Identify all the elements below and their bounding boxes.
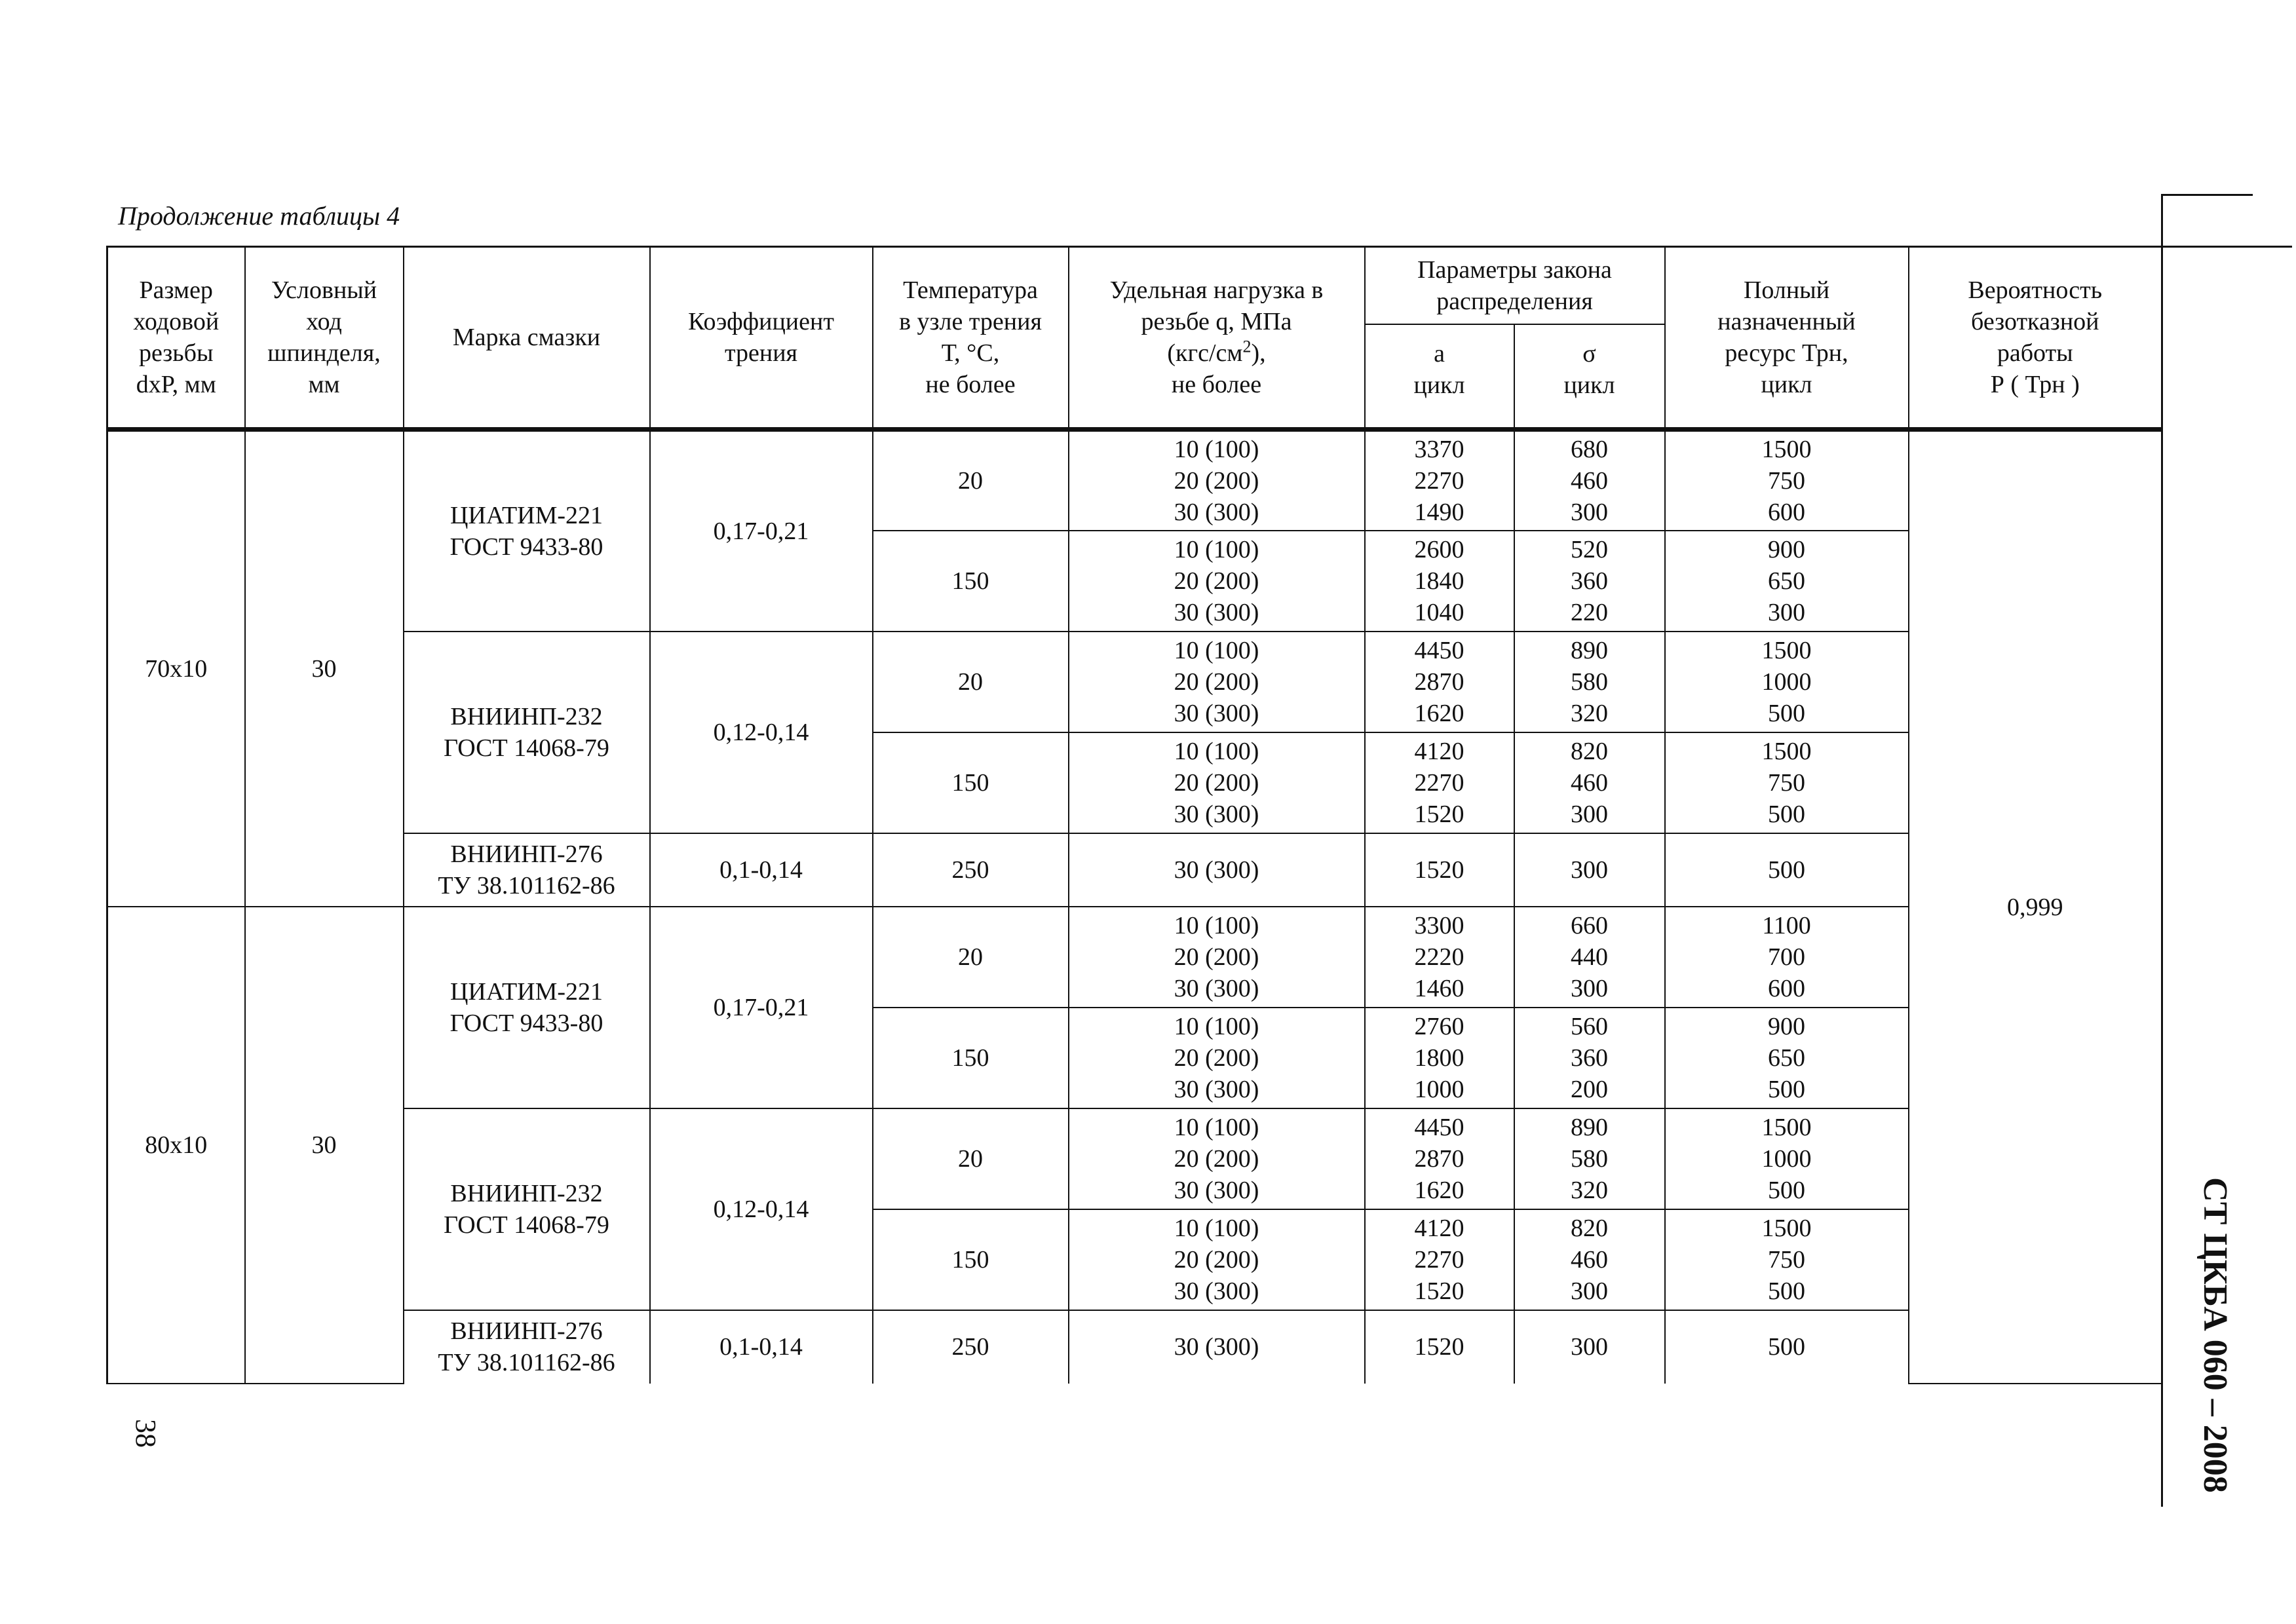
cell-param-sigma: 300 xyxy=(1514,1310,1665,1384)
document-code: СТ ЦКБА 060 – 2008 xyxy=(2196,1177,2234,1493)
cell-param-sigma: 820 460 300 xyxy=(1514,1209,1665,1310)
cell-param-sigma: 680 460 300 xyxy=(1514,430,1665,531)
cell-friction-coef: 0,1-0,14 xyxy=(650,833,873,907)
cell-param-a: 3370 2270 1490 xyxy=(1365,430,1514,531)
cell-specific-load: 30 (300) xyxy=(1069,833,1365,907)
cell-temperature: 150 xyxy=(873,1209,1069,1310)
cell-grease-brand: ВНИИНП-276 ТУ 38.101162-86 xyxy=(404,1310,650,1384)
cell-param-a: 2600 1840 1040 xyxy=(1365,531,1514,632)
cell-full-resource: 1500 750 500 xyxy=(1665,732,1909,833)
cell-param-a: 4450 2870 1620 xyxy=(1365,632,1514,732)
header-temperature: Температура в узле трения Т, °С, не более xyxy=(873,247,1069,430)
cell-probability: 0,999 xyxy=(1909,430,2162,1384)
cell-spindle-stroke: 30 xyxy=(245,907,404,1384)
cell-specific-load: 10 (100) 20 (200) 30 (300) xyxy=(1069,430,1365,531)
cell-specific-load: 10 (100) 20 (200) 30 (300) xyxy=(1069,907,1365,1008)
cell-param-sigma: 660 440 300 xyxy=(1514,907,1665,1008)
cell-full-resource: 1100 700 600 xyxy=(1665,907,1909,1008)
cell-param-a: 1520 xyxy=(1365,833,1514,907)
header-friction-coef: Коэффициент трения xyxy=(650,247,873,430)
cell-grease-brand: ЦИАТИМ-221 ГОСТ 9433-80 xyxy=(404,907,650,1108)
cell-param-sigma: 520 360 220 xyxy=(1514,531,1665,632)
table-row xyxy=(107,1310,2162,1384)
table-row xyxy=(107,1108,2162,1209)
cell-grease-brand: ЦИАТИМ-221 ГОСТ 9433-80 xyxy=(404,430,650,632)
cell-full-resource: 900 650 300 xyxy=(1665,531,1909,632)
cell-specific-load: 10 (100) 20 (200) 30 (300) xyxy=(1069,1008,1365,1108)
header-grease-brand: Марка смазки xyxy=(404,247,650,430)
cell-temperature: 150 xyxy=(873,732,1069,833)
cell-thread-size: 80х10 xyxy=(107,907,245,1384)
header-thread-size: Размер ходовой резьбы dxP, мм xyxy=(107,247,245,430)
cell-param-sigma: 820 460 300 xyxy=(1514,732,1665,833)
table-row xyxy=(107,430,2162,531)
cell-temperature: 150 xyxy=(873,531,1069,632)
cell-param-a: 1520 xyxy=(1365,1310,1514,1384)
cell-full-resource: 500 xyxy=(1665,833,1909,907)
cell-param-a: 4450 2870 1620 xyxy=(1365,1108,1514,1209)
cell-full-resource: 1500 750 500 xyxy=(1665,1209,1909,1310)
header-param-a: a цикл xyxy=(1365,324,1514,430)
header-spindle-stroke: Условный ход шпинделя, мм xyxy=(245,247,404,430)
header-distribution-params: Параметры закона распределения xyxy=(1365,247,1665,324)
table-row xyxy=(107,632,2162,732)
cell-specific-load: 10 (100) 20 (200) 30 (300) xyxy=(1069,1108,1365,1209)
frame-line-header xyxy=(2161,246,2292,248)
header-load-text: Удельная нагрузка в резьбе q, МПа (кгс/см xyxy=(1109,276,1324,367)
header-param-sigma: σ цикл xyxy=(1514,324,1665,430)
cell-param-sigma: 300 xyxy=(1514,833,1665,907)
cell-param-a: 3300 2220 1460 xyxy=(1365,907,1514,1008)
cell-temperature: 20 xyxy=(873,632,1069,732)
cell-friction-coef: 0,1-0,14 xyxy=(650,1310,873,1384)
cell-full-resource: 900 650 500 xyxy=(1665,1008,1909,1108)
cell-friction-coef: 0,17-0,21 xyxy=(650,430,873,632)
header-load-text-end: ), не более xyxy=(1171,339,1266,398)
cell-spindle-stroke: 30 xyxy=(245,430,404,907)
cell-grease-brand: ВНИИНП-232 ГОСТ 14068-79 xyxy=(404,632,650,833)
frame-line-top xyxy=(2161,194,2253,196)
cell-friction-coef: 0,12-0,14 xyxy=(650,1108,873,1310)
cell-temperature: 150 xyxy=(873,1008,1069,1108)
cell-param-a: 4120 2270 1520 xyxy=(1365,732,1514,833)
page-number: 38 xyxy=(130,1419,162,1448)
cell-specific-load: 10 (100) 20 (200) 30 (300) xyxy=(1069,732,1365,833)
header-load-superscript: 2 xyxy=(1242,337,1252,356)
header-probability: Вероятность безотказной работы Р ( Трн ) xyxy=(1909,247,2162,430)
cell-param-sigma: 890 580 320 xyxy=(1514,632,1665,732)
cell-full-resource: 1500 1000 500 xyxy=(1665,1108,1909,1209)
header-full-resource: Полный назначенный ресурс Трн, цикл xyxy=(1665,247,1909,430)
cell-thread-size: 70х10 xyxy=(107,430,245,907)
cell-full-resource: 1500 750 600 xyxy=(1665,430,1909,531)
cell-specific-load: 10 (100) 20 (200) 30 (300) xyxy=(1069,1209,1365,1310)
cell-temperature: 20 xyxy=(873,1108,1069,1209)
cell-grease-brand: ВНИИНП-276 ТУ 38.101162-86 xyxy=(404,833,650,907)
cell-temperature: 250 xyxy=(873,833,1069,907)
cell-specific-load: 10 (100) 20 (200) 30 (300) xyxy=(1069,632,1365,732)
cell-friction-coef: 0,12-0,14 xyxy=(650,632,873,833)
cell-param-a: 4120 2270 1520 xyxy=(1365,1209,1514,1310)
header-specific-load xyxy=(1069,247,1365,430)
cell-friction-coef: 0,17-0,21 xyxy=(650,907,873,1108)
cell-specific-load: 30 (300) xyxy=(1069,1310,1365,1384)
lubricant-resource-table xyxy=(106,246,2163,1384)
table-caption: Продолжение таблицы 4 xyxy=(118,201,400,231)
cell-temperature: 250 xyxy=(873,1310,1069,1384)
cell-specific-load: 10 (100) 20 (200) 30 (300) xyxy=(1069,531,1365,632)
cell-param-sigma: 560 360 200 xyxy=(1514,1008,1665,1108)
cell-grease-brand: ВНИИНП-232 ГОСТ 14068-79 xyxy=(404,1108,650,1310)
cell-param-sigma: 890 580 320 xyxy=(1514,1108,1665,1209)
table-row xyxy=(107,907,2162,1008)
cell-temperature: 20 xyxy=(873,430,1069,531)
cell-param-a: 2760 1800 1000 xyxy=(1365,1008,1514,1108)
table-row xyxy=(107,833,2162,907)
cell-full-resource: 500 xyxy=(1665,1310,1909,1384)
cell-temperature: 20 xyxy=(873,907,1069,1008)
cell-full-resource: 1500 1000 500 xyxy=(1665,632,1909,732)
